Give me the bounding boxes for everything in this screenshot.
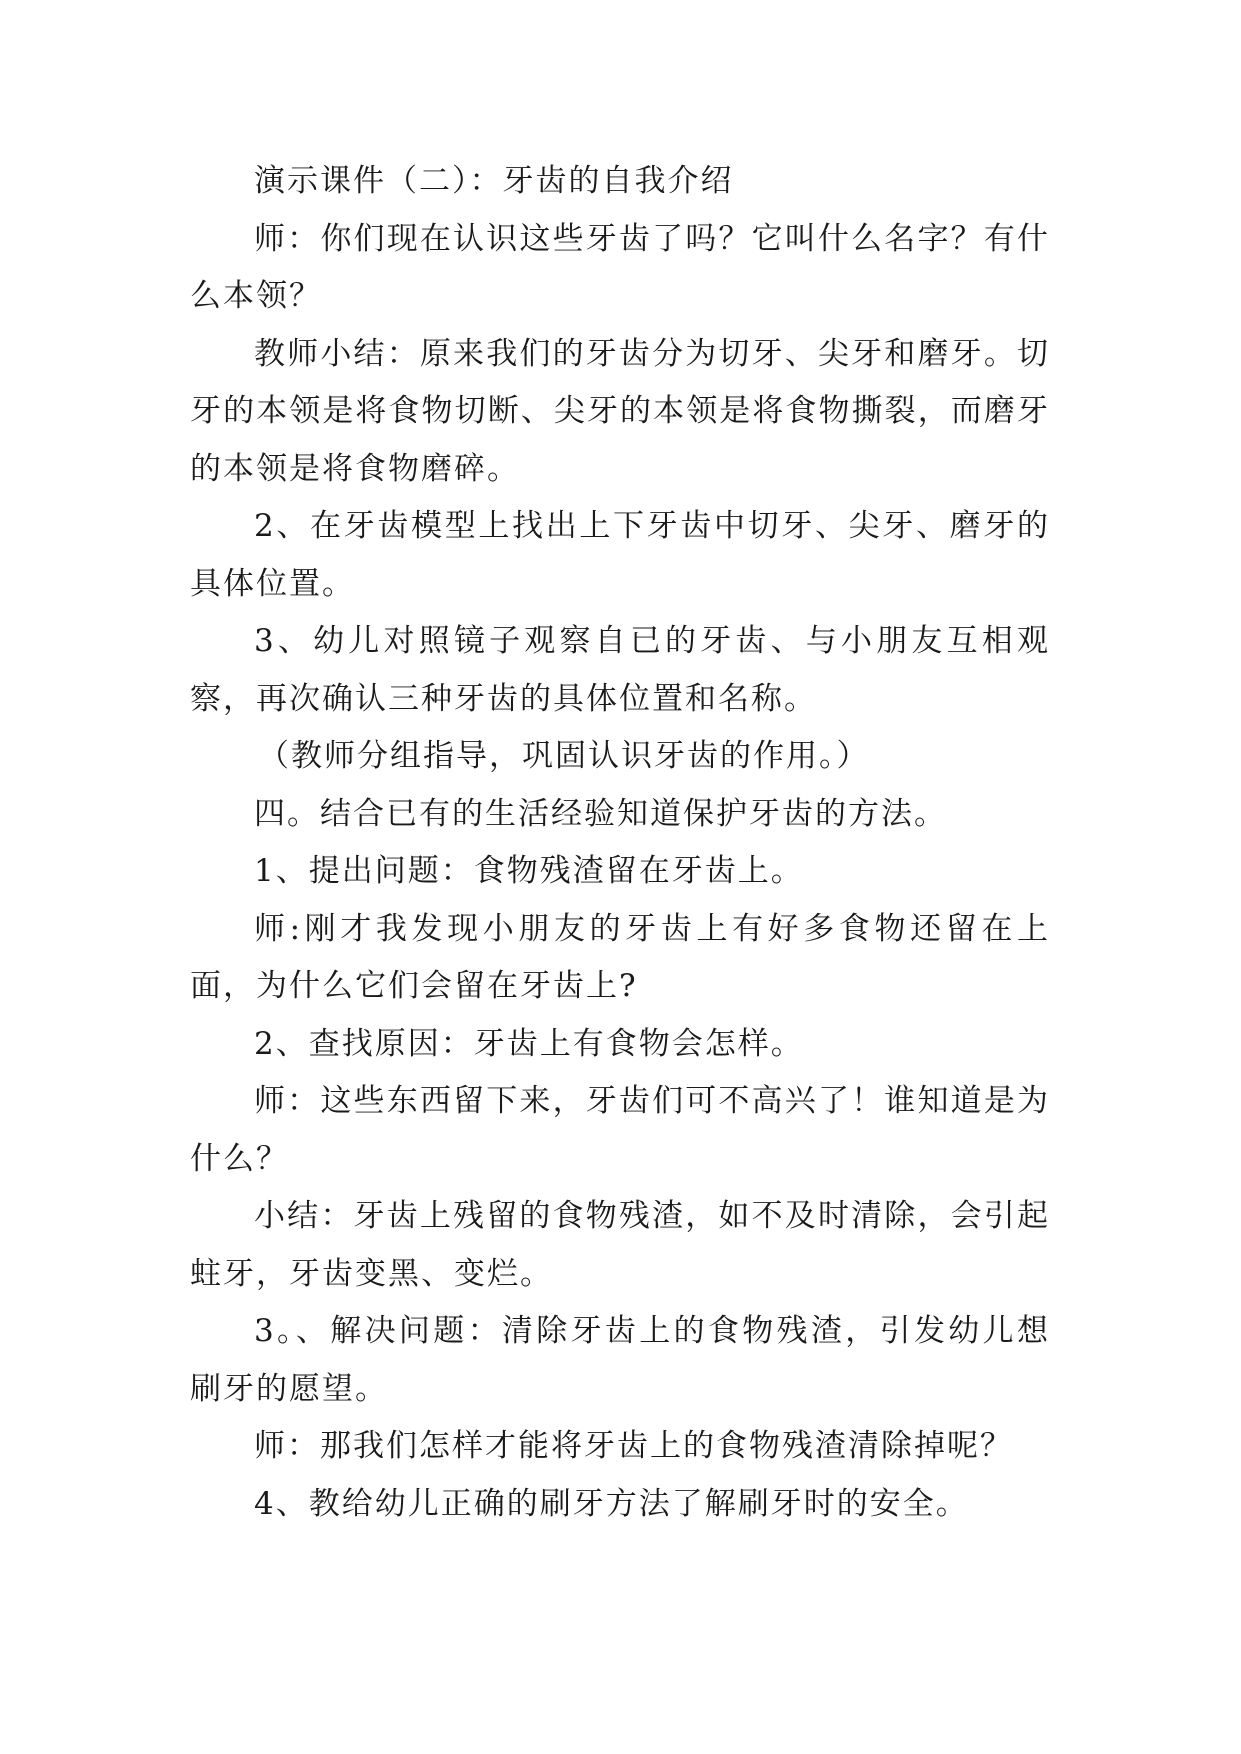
paragraph: 4、教给幼儿正确的刷牙方法了解刷牙时的安全。 bbox=[254, 1485, 969, 1522]
paragraph: 1、提出问题：食物残渣留在牙齿上。 bbox=[254, 853, 804, 889]
paragraph: 师:刚才我发现小朋友的牙齿上有好多食物还留在上面，为什么它们会留在牙齿上? bbox=[190, 910, 1050, 1004]
paragraph: 2、在牙齿模型上找出上下牙齿中切牙、尖牙、磨牙的具体位置。 bbox=[190, 508, 1050, 602]
paragraph: 演示课件（二）：牙齿的自我介绍 bbox=[254, 163, 734, 199]
paragraph: 小结：牙齿上残留的食物残渣，如不及时清除，会引起蛀牙，牙齿变黑、变烂。 bbox=[190, 1198, 1050, 1292]
paragraph: 师：这些东西留下来，牙齿们可不高兴了！谁知道是为什么？ bbox=[190, 1083, 1050, 1177]
paragraph: 3。、解决问题：清除牙齿上的食物残渣，引发幼儿想刷牙的愿望。 bbox=[190, 1313, 1050, 1407]
paragraph: （教师分组指导，巩固认识牙齿的作用。） bbox=[258, 738, 870, 774]
paragraph: 3、幼儿对照镜子观察自已的牙齿、与小朋友互相观察，再次确认三种牙齿的具体位置和名称。 bbox=[190, 623, 1050, 717]
paragraph: 师：那我们怎样才能将牙齿上的食物残渣清除掉呢？ bbox=[254, 1428, 1013, 1464]
paragraph: 师：你们现在认识这些牙齿了吗？它叫什么名字？有什么本领？ bbox=[190, 220, 1050, 314]
paragraph: 教师小结：原来我们的牙齿分为切牙、尖牙和磨牙。切牙的本领是将食物切断、尖牙的本领是将食物撕裂，而磨牙的本领是将食物磨碎。 bbox=[190, 335, 1050, 487]
document-body bbox=[190, 153, 1050, 1533]
paragraph: 2、查找原因：牙齿上有食物会怎样。 bbox=[254, 1025, 804, 1062]
paragraph: 四。结合已有的生活经验知道保护牙齿的方法。 bbox=[254, 795, 947, 832]
